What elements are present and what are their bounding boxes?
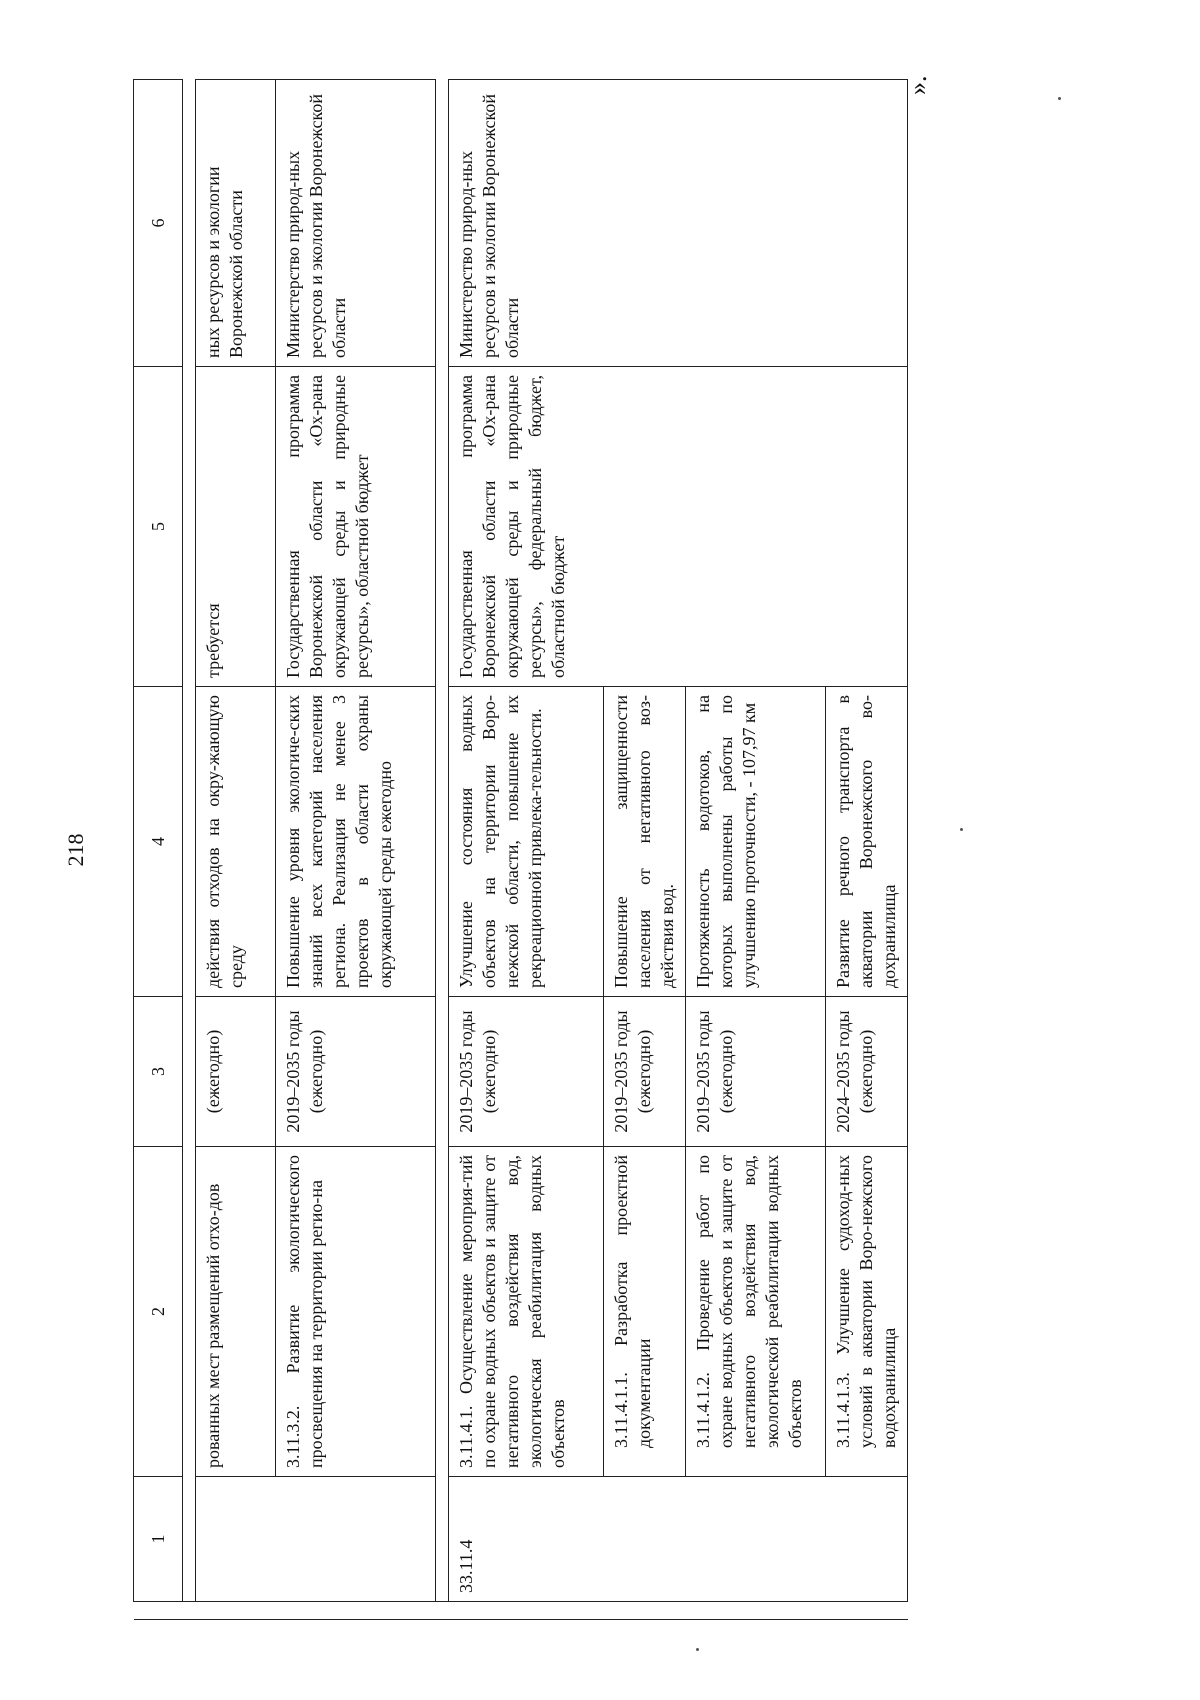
measure-name: 3.11.4.1.1. Разработка проектной документации bbox=[604, 1147, 686, 1477]
measure-period: (ежегодно) bbox=[196, 997, 276, 1147]
table-row bbox=[276, 80, 436, 1620]
header-cell-2: 2 bbox=[134, 1147, 183, 1477]
measure-executor: Министерство природ-ных ресурсов и экологии Воронежской области bbox=[276, 80, 436, 367]
measure-funding: Государственная программа Воронежской области «Ох-рана окружающей среды и природные ресурсы», областной бюджет bbox=[276, 367, 436, 687]
header-cell-1: 1 bbox=[134, 1477, 183, 1602]
measure-period: 2024–2035 годы (ежегодно) bbox=[826, 997, 908, 1147]
table-row bbox=[196, 80, 276, 1620]
measure-result: Повышение уровня экологиче-ских знаний всех категорий населения региона. Реализация не менее 3 проектов в области охраны окружающей среды ежегодно bbox=[276, 687, 436, 997]
row-number: 33.11.4 bbox=[449, 1477, 908, 1602]
measure-funding: требуется bbox=[196, 367, 276, 687]
table-left-margin bbox=[134, 1602, 908, 1620]
measure-period: 2019–2035 годы (ежегодно) bbox=[276, 997, 436, 1147]
measure-period: 2019–2035 годы (ежегодно) bbox=[686, 997, 826, 1147]
measure-result: действия отходов на окру-жающую среду bbox=[196, 687, 276, 997]
scan-speck bbox=[1058, 97, 1061, 100]
measure-result: Улучшение состояния водных объектов на территории Воро-нежской области, повышение их рекреационной привлека-тельности. bbox=[449, 687, 604, 997]
measure-name: рованных мест размещений отхо-дов bbox=[196, 1147, 276, 1477]
header-cell-5: 5 bbox=[134, 367, 183, 687]
closing-quote-mark: ». bbox=[903, 75, 932, 95]
header-cell-6: 6 bbox=[134, 80, 183, 367]
measure-result: Повышение защищенности населения от негативного воз-действия вод. bbox=[604, 687, 686, 997]
scan-speck bbox=[960, 828, 963, 831]
header-separator bbox=[183, 80, 196, 1620]
measure-executor: Министерство природ-ных ресурсов и экологии Воронежской области bbox=[449, 80, 908, 367]
header-cell-4: 4 bbox=[134, 687, 183, 997]
header-cell-3: 3 bbox=[134, 997, 183, 1147]
row-number bbox=[196, 1477, 436, 1602]
measure-name: 3.11.3.2. Развитие экологического просвещения на территории регио-на bbox=[276, 1147, 436, 1477]
measure-result: Протяженность водотоков, на которых выполнены работы по улучшению проточности, - 107,97 км bbox=[686, 687, 826, 997]
scan-speck bbox=[696, 1648, 699, 1651]
measure-result: Развитие речного транспорта в акватории Воронежского во-дохранилища bbox=[826, 687, 908, 997]
measure-period: 2019–2035 годы (ежегодно) bbox=[449, 997, 604, 1147]
header-row bbox=[134, 80, 183, 1620]
rotated-page bbox=[63, 75, 1073, 1620]
measure-executor: ных ресурсов и экологии Воронежской области bbox=[196, 80, 276, 367]
section-separator bbox=[436, 80, 449, 1620]
measure-name: 3.11.4.1. Осуществление мероприя-тий по охране водных объектов и защите от негативного воздействия вод, экологическая реабилитация водных объектов bbox=[449, 1147, 604, 1477]
measure-name: 3.11.4.1.3. Улучшение судоход-ных условий в акватории Воро-нежского водохранилища bbox=[826, 1147, 908, 1477]
measure-name: 3.11.4.1.2. Проведение работ по охране водных объектов и защите от негативного воздействия вод, экологической реабилитации водных объектов bbox=[686, 1147, 826, 1477]
table-row bbox=[449, 80, 604, 1620]
measure-funding: Государственная программа Воронежской области «Ох-рана окружающей среды и природные ресурсы», федеральный бюджет, областной бюджет bbox=[449, 367, 908, 687]
page-number: 218 bbox=[63, 833, 88, 867]
measure-period: 2019–2035 годы (ежегодно) bbox=[604, 997, 686, 1147]
measures-table bbox=[133, 79, 908, 1620]
